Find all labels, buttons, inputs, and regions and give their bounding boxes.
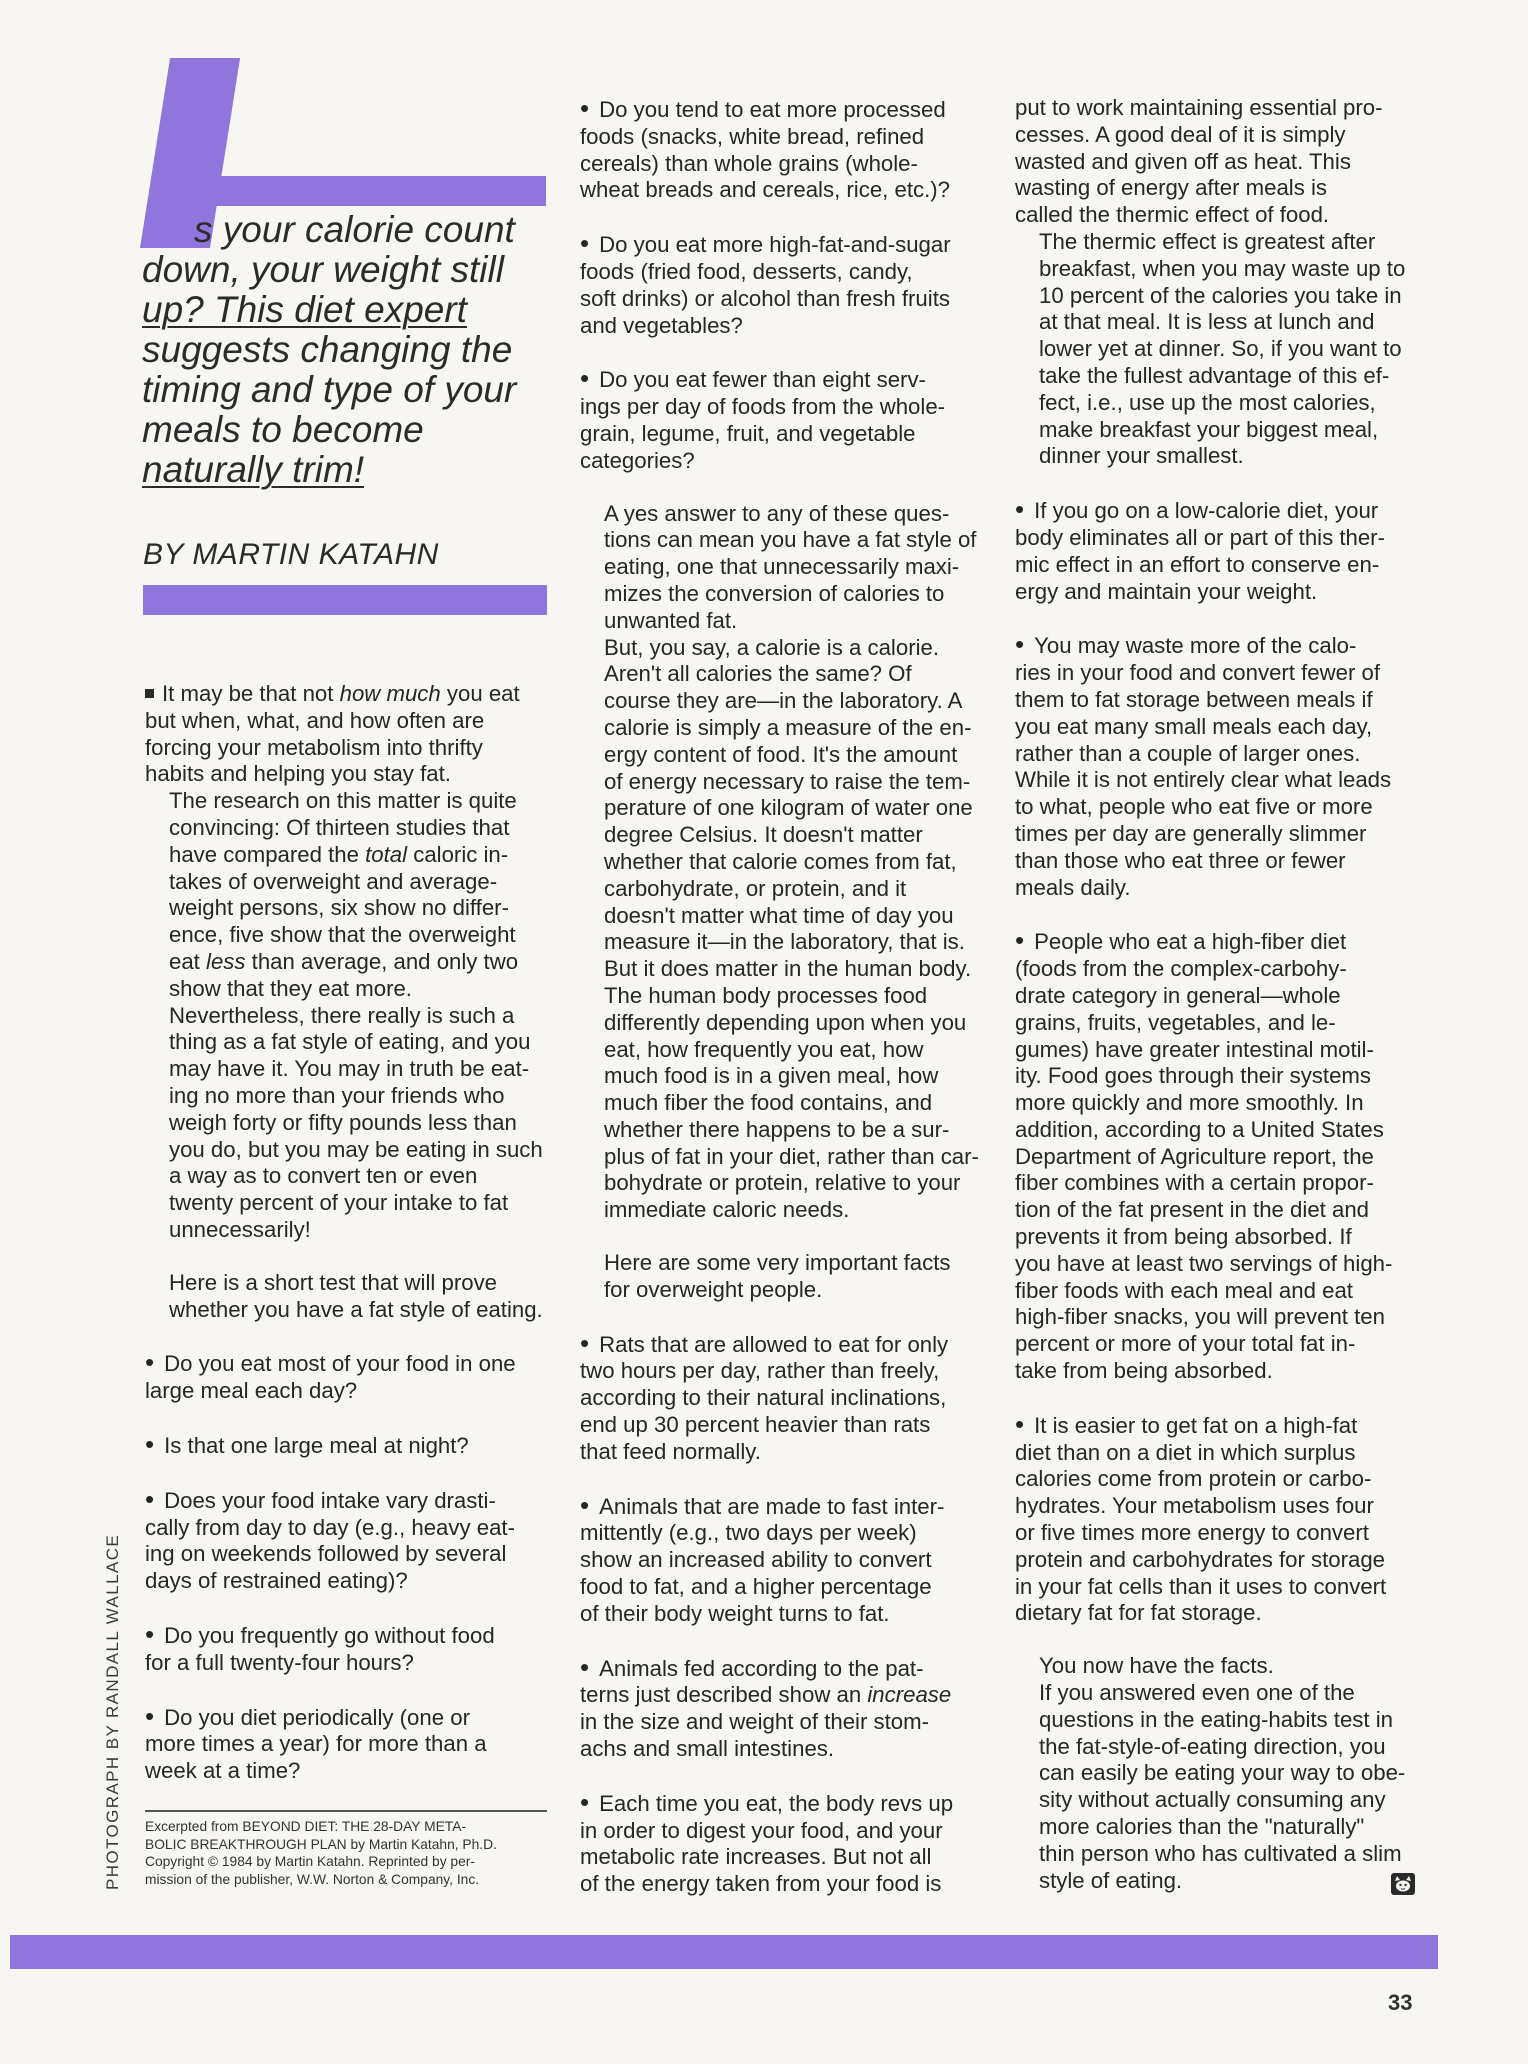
text-line: unwanted fat. bbox=[604, 607, 738, 633]
paragraph bbox=[1015, 1653, 1420, 1680]
text-line: • Do you eat most of your food in one bbox=[145, 1349, 549, 1378]
text-line: body eliminates all or part of this ther- bbox=[1015, 524, 1385, 550]
text-line: make breakfast your biggest meal, bbox=[1039, 416, 1379, 442]
text-line: fect, i.e., use up the most calories, bbox=[1039, 389, 1376, 415]
text-line: The human body processes food bbox=[604, 982, 928, 1008]
text-line: whether that calorie comes from fat, bbox=[604, 848, 957, 874]
deck-line: meals to become bbox=[142, 409, 424, 450]
text-line: course they are—in the laboratory. A bbox=[604, 688, 963, 714]
text-line: • Animals that are made to fast inter- bbox=[580, 1492, 984, 1521]
text-line: • Do you frequently go without food bbox=[145, 1621, 549, 1650]
text-line: fiber foods with each meal and eat bbox=[1015, 1277, 1353, 1303]
text-line: differently depending upon when you bbox=[604, 1009, 967, 1035]
photo-credit: PHOTOGRAPH BY RANDALL WALLACE bbox=[103, 1533, 122, 1890]
text-line: prevents it from being absorbed. If bbox=[1015, 1224, 1352, 1250]
headline-deck bbox=[142, 210, 552, 490]
text-line: foods (snacks, white bread, refined bbox=[580, 123, 925, 149]
text-line: that feed normally. bbox=[580, 1438, 761, 1464]
text-line: • Rats that are allowed to eat for only bbox=[580, 1330, 984, 1359]
text-line: whether there happens to be a sur- bbox=[604, 1116, 950, 1142]
text-line: • Is that one large meal at night? bbox=[145, 1431, 549, 1460]
text-line: wasting of energy after meals is bbox=[1015, 175, 1328, 201]
text-line: carbohydrate, or protein, and it bbox=[604, 875, 907, 901]
text-line: you have at least two servings of high- bbox=[1015, 1250, 1393, 1276]
text-line: but when, what, and how often are bbox=[145, 707, 485, 733]
text-line: breakfast, when you may waste up to bbox=[1039, 255, 1406, 281]
bullet-item bbox=[580, 95, 984, 204]
text-line: If you answered even one of the bbox=[1039, 1680, 1355, 1706]
text-line: in your fat cells than it uses to convert bbox=[1015, 1573, 1387, 1599]
text-line: times per day are generally slimmer bbox=[1015, 820, 1367, 846]
bullet-item bbox=[580, 1330, 984, 1466]
text-line: • You may waste more of the calo- bbox=[1015, 631, 1420, 660]
text-line: of the energy taken from your food is bbox=[580, 1871, 942, 1897]
text-line: whether you have a fat style of eating. bbox=[169, 1296, 543, 1322]
text-line: You now have the facts. bbox=[1039, 1653, 1274, 1679]
text-line: forcing your metabolism into thrifty bbox=[145, 734, 483, 760]
bullet-item bbox=[145, 1486, 549, 1595]
text-line: for overweight people. bbox=[604, 1276, 823, 1302]
text-line: take from being absorbed. bbox=[1015, 1358, 1273, 1384]
text-line: foods (fried food, desserts, candy, bbox=[580, 258, 913, 284]
text-line: ity. Food goes through their systems bbox=[1015, 1063, 1371, 1089]
bullet-item bbox=[580, 230, 984, 339]
text-line: • Each time you eat, the body revs up bbox=[580, 1789, 984, 1818]
credit-line: BOLIC BREAKTHROUGH PLAN by Martin Katahn, Ph.D. bbox=[145, 1836, 497, 1852]
bullet-item bbox=[145, 1431, 549, 1460]
text-line: gumes) have greater intestinal motil- bbox=[1015, 1036, 1374, 1062]
text-line: in order to digest your food, and your bbox=[580, 1817, 943, 1843]
text-line: two hours per day, rather than freely, bbox=[580, 1358, 940, 1384]
text-line: rather than a couple of larger ones. bbox=[1015, 740, 1361, 766]
byline: BY MARTIN KATAHN bbox=[143, 538, 439, 571]
bullet-item bbox=[1015, 631, 1420, 901]
text-line: ence, five show that the overweight bbox=[169, 922, 516, 948]
text-line: • If you go on a low-calorie diet, your bbox=[1015, 496, 1420, 525]
text-line: thin person who has cultivated a slim bbox=[1039, 1840, 1402, 1866]
paragraph bbox=[580, 501, 984, 635]
text-line: eat, how frequently you eat, how bbox=[604, 1036, 924, 1062]
text-line: them to fat storage between meals if bbox=[1015, 686, 1373, 712]
text-line: to what, people who eat five or more bbox=[1015, 794, 1373, 820]
paragraph bbox=[1015, 1680, 1420, 1894]
text-line: perature of one kilogram of water one bbox=[604, 795, 973, 821]
paragraph: The research on this matter is quite convincing: Of thirteen studies that have compared the total caloric in- takes of overweight and average- weight persons, six show no differ- ence, five show that the overweight eat less than average, and only two show that they eat more. bbox=[145, 788, 549, 1002]
text-line: more quickly and more smoothly. In bbox=[1015, 1090, 1364, 1116]
text-line: mic effect in an effort to conserve en- bbox=[1015, 551, 1380, 577]
text-line: take the fullest advantage of this ef- bbox=[1039, 362, 1390, 388]
text-line: A yes answer to any of these ques- bbox=[604, 500, 950, 526]
byline-accent-bar bbox=[143, 585, 547, 615]
excerpt-credit bbox=[145, 1818, 547, 1888]
deck-line: timing and type of your bbox=[142, 369, 517, 410]
text-line: week at a time? bbox=[145, 1758, 301, 1784]
deck-line: naturally trim! bbox=[142, 449, 365, 490]
text-line: • Animals fed according to the pat- bbox=[580, 1654, 984, 1683]
text-line: meals daily. bbox=[1015, 874, 1131, 900]
text-line: you eat many small meals each day, bbox=[1015, 713, 1373, 739]
headline-accent-bar bbox=[206, 176, 546, 206]
text-line: grain, legume, fruit, and vegetable bbox=[580, 420, 916, 446]
text-line: But it does matter in the human body. bbox=[604, 956, 972, 982]
credit-line: Copyright © 1984 by Martin Katahn. Reprinted by per- bbox=[145, 1854, 475, 1870]
text-line: • Do you eat more high-fat-and-sugar bbox=[580, 230, 984, 259]
bullet-item bbox=[1015, 1411, 1420, 1627]
text-line: measure it—in the laboratory, that is. bbox=[604, 929, 965, 955]
text-line: weight persons, six show no differ- bbox=[169, 895, 509, 921]
text-line: percent or more of your total fat in- bbox=[1015, 1331, 1356, 1357]
text-line: Aren't all calories the same? Of bbox=[604, 661, 912, 687]
text-line: wheat breads and cereals, rice, etc.)? bbox=[580, 177, 950, 203]
text-line: put to work maintaining essential pro- bbox=[1015, 95, 1383, 120]
text-line: eating, one that unnecessarily maxi- bbox=[604, 554, 960, 580]
footer-accent-bar bbox=[10, 1935, 1438, 1969]
text-line: twenty percent of your intake to fat bbox=[169, 1190, 509, 1216]
text-line: according to their natural inclinations, bbox=[580, 1385, 947, 1411]
text-line: much fiber the food contains, and bbox=[604, 1090, 933, 1116]
text-line: a way as to convert ten or even bbox=[169, 1163, 478, 1189]
text-line: Nevertheless, there really is such a bbox=[169, 1002, 515, 1028]
article-column-1 bbox=[145, 681, 549, 1785]
cat-face-end-mark-icon bbox=[1390, 1872, 1416, 1896]
text-line: drate category in general—whole bbox=[1015, 982, 1341, 1008]
text-line: degree Celsius. It doesn't matter bbox=[604, 822, 923, 848]
section-start-square-icon bbox=[145, 689, 154, 698]
text-line: large meal each day? bbox=[145, 1378, 358, 1404]
text-line: dinner your smallest. bbox=[1039, 443, 1244, 469]
text-line: at that meal. It is less at lunch and bbox=[1039, 309, 1375, 335]
paragraph: It may be that not how much you eat but when, what, and how often are forcing your metabolism into thrifty habits and helping you stay fat. bbox=[145, 681, 549, 788]
text-line: The research on this matter is quite bbox=[169, 788, 517, 814]
text-line: • Does your food intake vary drasti- bbox=[145, 1486, 549, 1515]
text-line: ergy and maintain your weight. bbox=[1015, 578, 1318, 604]
text-line: tions can mean you have a fat style of bbox=[604, 527, 977, 553]
text-line: immediate caloric needs. bbox=[604, 1197, 850, 1223]
text-line: weigh forty or fifty pounds less than bbox=[169, 1109, 517, 1135]
text-line: Here are some very important facts bbox=[604, 1250, 951, 1276]
text-line: mittently (e.g., two days per week) bbox=[580, 1520, 917, 1546]
text-line: • Do you diet periodically (one or bbox=[145, 1703, 549, 1732]
text-line: But, you say, a calorie is a calorie. bbox=[604, 634, 940, 660]
text-line: cally from day to day (e.g., heavy eat- bbox=[145, 1514, 515, 1540]
bullet-item bbox=[580, 1492, 984, 1628]
text-line: high-fiber snacks, you will prevent ten bbox=[1015, 1304, 1385, 1330]
text-line: thing as a fat style of eating, and you bbox=[169, 1029, 531, 1055]
deck-line: suggests changing the bbox=[142, 329, 513, 370]
text-line: wasted and given off as heat. This bbox=[1015, 148, 1351, 174]
paragraph bbox=[145, 1270, 549, 1324]
text-line: than those who eat three or fewer bbox=[1015, 847, 1346, 873]
text-line: Department of Agriculture report, the bbox=[1015, 1143, 1374, 1169]
text-line: you do, but you may be eating in such bbox=[169, 1136, 543, 1162]
credit-line: mission of the publisher, W.W. Norton & Company, Inc. bbox=[145, 1871, 480, 1887]
bullet-item bbox=[145, 1621, 549, 1677]
text-line: ing no more than your friends who bbox=[169, 1082, 505, 1108]
text-line: diet than on a diet in which surplus bbox=[1015, 1439, 1356, 1465]
bullet-item: • Animals fed according to the pat- terns just described show an increase in the size and weight of their stom- achs and small intestines. bbox=[580, 1654, 984, 1763]
text-line: doesn't matter what time of day you bbox=[604, 902, 954, 928]
text-line: and vegetables? bbox=[580, 312, 743, 338]
text-line: more calories than the "naturally" bbox=[1039, 1814, 1365, 1840]
text-line: convincing: Of thirteen studies that bbox=[169, 814, 510, 840]
deck-line: s your calorie count bbox=[194, 209, 515, 250]
text-line: called the thermic effect of food. bbox=[1015, 202, 1330, 228]
text-line: • Do you eat fewer than eight serv- bbox=[580, 365, 984, 394]
text-line: more times a year) for more than a bbox=[145, 1731, 487, 1757]
text-line: may have it. You may in truth be eat- bbox=[169, 1056, 530, 1082]
bullet-item bbox=[145, 1703, 549, 1785]
text-line: end up 30 percent heavier than rats bbox=[580, 1412, 931, 1438]
text-line: questions in the eating-habits test in bbox=[1039, 1706, 1393, 1732]
text-line: in the size and weight of their stom- bbox=[580, 1709, 930, 1735]
text-line: bohydrate or protein, relative to your bbox=[604, 1170, 961, 1196]
text-line: Here is a short test that will prove bbox=[169, 1269, 498, 1295]
deck-line: up? This diet expert bbox=[142, 289, 467, 330]
text-line: calories come from protein or carbo- bbox=[1015, 1466, 1372, 1492]
text-line: or five times more energy to convert bbox=[1015, 1520, 1369, 1546]
text-line: lower yet at dinner. So, if you want to bbox=[1039, 336, 1402, 362]
credit-line: Excerpted from BEYOND DIET: THE 28-DAY META- bbox=[145, 1819, 466, 1834]
text-line: of their body weight turns to fat. bbox=[580, 1600, 890, 1626]
text-line: the fat-style-of-eating direction, you bbox=[1039, 1733, 1386, 1759]
text-line: cesses. A good deal of it is simply bbox=[1015, 121, 1346, 147]
text-line: much food is in a given meal, how bbox=[604, 1063, 939, 1089]
bullet-item bbox=[580, 365, 984, 474]
text-line: hydrates. Your metabolism uses four bbox=[1015, 1493, 1374, 1519]
text-line: • People who eat a high-fiber diet bbox=[1015, 927, 1420, 956]
paragraph bbox=[580, 1250, 984, 1304]
paragraph bbox=[145, 1003, 549, 1244]
text-line: of energy necessary to raise the tem- bbox=[604, 768, 971, 794]
text-line: ing on weekends followed by several bbox=[145, 1541, 507, 1567]
text-line: grains, fruits, vegetables, and le- bbox=[1015, 1009, 1336, 1035]
text-line: categories? bbox=[580, 447, 695, 473]
text-line: ries in your food and convert fewer of bbox=[1015, 660, 1381, 686]
text-line: 10 percent of the calories you take in bbox=[1039, 282, 1402, 308]
bullet-item bbox=[580, 1789, 984, 1898]
text-line: fiber combines with a certain propor- bbox=[1015, 1170, 1374, 1196]
text-line: can easily be eating your way to obe- bbox=[1039, 1760, 1406, 1786]
paragraph bbox=[1015, 95, 1420, 229]
bullet-item bbox=[1015, 496, 1420, 605]
article-column-3 bbox=[1015, 95, 1420, 1894]
text-line: tion of the fat present in the diet and bbox=[1015, 1197, 1370, 1223]
text-line: ings per day of foods from the whole- bbox=[580, 394, 946, 420]
text-line: sity without actually consuming any bbox=[1039, 1787, 1386, 1813]
text-line: (foods from the complex-carbohy- bbox=[1015, 956, 1347, 982]
text-line: show an increased ability to convert bbox=[580, 1547, 932, 1573]
article-column-2 bbox=[580, 95, 984, 1898]
text-line: unnecessarily! bbox=[169, 1216, 311, 1242]
text-line: mizes the conversion of calories to bbox=[604, 580, 945, 606]
text-line: takes of overweight and average- bbox=[169, 868, 498, 894]
paragraph bbox=[580, 983, 984, 1224]
text-line: ergy content of food. It's the amount bbox=[604, 741, 958, 767]
text-line: soft drinks) or alcohol than fresh fruits bbox=[580, 285, 950, 311]
deck-line: down, your weight still bbox=[142, 249, 504, 290]
page-number: 33 bbox=[1388, 1990, 1413, 2015]
text-line: dietary fat for fat storage. bbox=[1015, 1600, 1262, 1626]
paragraph bbox=[580, 635, 984, 983]
text-line: habits and helping you stay fat. bbox=[145, 761, 451, 787]
text-line: metabolic rate increases. But not all bbox=[580, 1844, 932, 1870]
paragraph bbox=[1015, 229, 1420, 470]
text-line: for a full twenty-four hours? bbox=[145, 1649, 414, 1675]
text-line: • Do you tend to eat more processed bbox=[580, 95, 984, 124]
bullet-item bbox=[1015, 927, 1420, 1385]
text-line: days of restrained eating)? bbox=[145, 1568, 408, 1594]
text-line: protein and carbohydrates for storage bbox=[1015, 1546, 1386, 1572]
text-line: addition, according to a United States bbox=[1015, 1116, 1384, 1142]
text-line: achs and small intestines. bbox=[580, 1736, 835, 1762]
text-line: plus of fat in your diet, rather than car- bbox=[604, 1143, 979, 1169]
text-line: show that they eat more. bbox=[169, 975, 412, 1001]
text-line: While it is not entirely clear what leads bbox=[1015, 767, 1392, 793]
bullet-item bbox=[145, 1349, 549, 1405]
credit-divider bbox=[145, 1810, 547, 1812]
text-line: cereals) than whole grains (whole- bbox=[580, 150, 918, 176]
text-line: calorie is simply a measure of the en- bbox=[604, 714, 972, 740]
text-line: • It is easier to get fat on a high-fat bbox=[1015, 1411, 1420, 1440]
text-line: style of eating. bbox=[1039, 1867, 1183, 1893]
text-line: food to fat, and a higher percentage bbox=[580, 1574, 932, 1600]
text-line: The thermic effect is greatest after bbox=[1039, 228, 1376, 254]
